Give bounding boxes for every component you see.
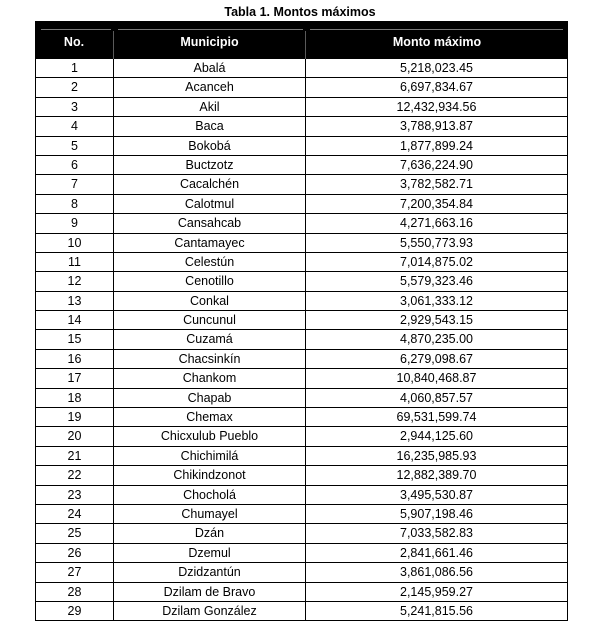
municipio-name: Chikindzonot: [114, 466, 306, 484]
table-row: [36, 563, 567, 582]
row-number: 7: [36, 175, 114, 193]
monto-maximo: 7,033,582.83: [400, 526, 473, 541]
municipio-name: Acanceh: [114, 78, 306, 96]
municipio-name: Chichimilá: [114, 447, 306, 465]
monto-maximo: 5,907,198.46: [400, 506, 473, 521]
table-row: [36, 524, 567, 543]
header-monto: Monto máximo: [392, 35, 482, 49]
municipio-name: Cansahcab: [114, 214, 306, 232]
monto-maximo: 16,235,985.93: [396, 448, 477, 463]
row-number: 17: [36, 369, 114, 387]
monto-maximo: 7,200,354.84: [400, 196, 473, 211]
monto-maximo: 6,279,098.67: [400, 351, 473, 366]
municipio-name: Akil: [114, 98, 306, 116]
monto-maximo: 3,495,530.87: [400, 487, 473, 502]
row-number: 24: [36, 505, 114, 523]
table-row: [36, 466, 567, 485]
municipio-name: Chicxulub Pueblo: [114, 427, 306, 445]
municipio-name: Dzán: [114, 524, 306, 542]
header-no: No.: [63, 35, 85, 49]
row-number: 4: [36, 117, 114, 135]
table-row: [36, 98, 567, 117]
monto-maximo: 2,929,543.15: [400, 313, 473, 328]
municipio-name: Cenotillo: [114, 272, 306, 290]
table-row: [36, 253, 567, 272]
monto-maximo: 4,271,663.16: [400, 216, 473, 231]
table-row: [36, 195, 567, 214]
table-row: [36, 602, 567, 621]
municipio-name: Chocholá: [114, 486, 306, 504]
monto-maximo: 5,218,023.45: [400, 61, 473, 75]
row-number: 18: [36, 389, 114, 407]
municipio-name: Buctzotz: [114, 156, 306, 174]
table-row: [36, 59, 567, 78]
header-municipio: Municipio: [180, 35, 239, 49]
municipio-name: Chankom: [114, 369, 306, 387]
municipio-name: Chapab: [114, 389, 306, 407]
amounts-table: [35, 21, 568, 621]
table-row: [36, 311, 567, 330]
monto-maximo: 2,841,661.46: [400, 545, 473, 560]
row-number: 25: [36, 524, 114, 542]
row-number: 5: [36, 137, 114, 155]
row-number: 28: [36, 583, 114, 601]
table-row: [36, 350, 567, 369]
row-number: 15: [36, 330, 114, 348]
row-number: 14: [36, 311, 114, 329]
municipio-name: Calotmul: [114, 195, 306, 213]
row-number: 19: [36, 408, 114, 426]
row-number: 12: [36, 272, 114, 290]
monto-maximo: 12,882,389.70: [396, 468, 477, 483]
table-row: [36, 583, 567, 602]
monto-maximo: 6,697,834.67: [400, 80, 473, 95]
row-number: 2: [36, 78, 114, 96]
table-row: [36, 117, 567, 136]
table-row: [36, 408, 567, 427]
monto-maximo: 1,877,899.24: [400, 138, 473, 153]
municipio-name: Chumayel: [114, 505, 306, 523]
row-number: 21: [36, 447, 114, 465]
municipio-name: Celestún: [114, 253, 306, 271]
table-row: [36, 234, 567, 253]
municipio-name: Chacsinkín: [114, 350, 306, 368]
municipio-name: Baca: [114, 117, 306, 135]
monto-maximo: 4,060,857.57: [400, 390, 473, 405]
table-body: [35, 59, 568, 621]
row-number: 26: [36, 544, 114, 562]
table-title: Tabla 1. Montos máximos: [224, 5, 376, 19]
table-row: [36, 156, 567, 175]
municipio-name: Cuzamá: [114, 330, 306, 348]
monto-maximo: 10,840,468.87: [396, 371, 477, 386]
municipio-name: Cantamayec: [114, 234, 306, 252]
municipio-name: Dzemul: [114, 544, 306, 562]
row-number: 20: [36, 427, 114, 445]
monto-maximo: 5,241,815.56: [400, 603, 473, 618]
table-row: [36, 389, 567, 408]
row-number: 29: [36, 602, 114, 620]
table-row: [36, 447, 567, 466]
row-number: 10: [36, 234, 114, 252]
table-row: [36, 292, 567, 311]
row-number: 11: [36, 253, 114, 271]
municipio-name: Dzidzantún: [114, 563, 306, 581]
municipio-name: Chemax: [114, 408, 306, 426]
municipio-name: Conkal: [114, 292, 306, 310]
table-row: [36, 505, 567, 524]
row-number: 3: [36, 98, 114, 116]
monto-maximo: 69,531,599.74: [396, 410, 477, 425]
monto-maximo: 3,788,913.87: [400, 119, 473, 134]
monto-maximo: 2,145,959.27: [400, 584, 473, 599]
table-row: [36, 272, 567, 291]
municipio-name: Cuncunul: [114, 311, 306, 329]
row-number: 23: [36, 486, 114, 504]
row-number: 22: [36, 466, 114, 484]
monto-maximo: 5,579,323.46: [400, 274, 473, 289]
monto-maximo: 3,861,086.56: [400, 565, 473, 580]
monto-maximo: 7,014,875.02: [400, 254, 473, 269]
row-number: 8: [36, 195, 114, 213]
monto-maximo: 7,636,224.90: [400, 157, 473, 172]
table-row: [36, 544, 567, 563]
row-number: 9: [36, 214, 114, 232]
row-number: 6: [36, 156, 114, 174]
monto-maximo: 2,944,125.60: [400, 429, 473, 444]
table-row: [36, 175, 567, 194]
table-row: [36, 369, 567, 388]
municipio-name: Bokobá: [114, 137, 306, 155]
municipio-name: Dzilam González: [114, 602, 306, 620]
monto-maximo: 4,870,235.00: [400, 332, 473, 347]
municipio-name: Abalá: [114, 59, 306, 77]
table-row: [36, 78, 567, 97]
row-number: 27: [36, 563, 114, 581]
municipio-name: Dzilam de Bravo: [114, 583, 306, 601]
table-row: [36, 330, 567, 349]
table-row: [36, 427, 567, 446]
table-header: [35, 21, 568, 59]
monto-maximo: 5,550,773.93: [400, 235, 473, 250]
table-row: [36, 214, 567, 233]
municipio-name: Cacalchén: [114, 175, 306, 193]
table-row: [36, 486, 567, 505]
monto-maximo: 3,782,582.71: [400, 177, 473, 192]
row-number: 1: [36, 59, 114, 77]
monto-maximo: 3,061,333.12: [400, 293, 473, 308]
row-number: 13: [36, 292, 114, 310]
table-row: [36, 137, 567, 156]
monto-maximo: 12,432,934.56: [396, 99, 477, 114]
row-number: 16: [36, 350, 114, 368]
